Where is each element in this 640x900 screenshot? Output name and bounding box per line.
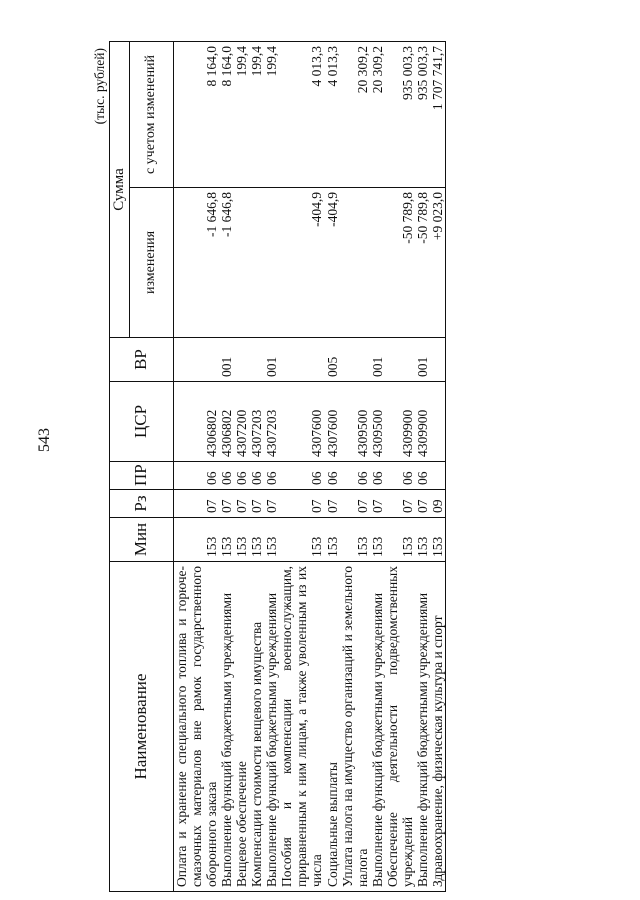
row-vr	[385, 338, 415, 382]
row-name: Здравоохранение, физическая культура и спорт	[430, 562, 446, 892]
header-change: изменения	[129, 188, 173, 338]
row-csr: 4309500	[370, 382, 385, 462]
row-name: Оплата и хранение специального топлива и горюче-смазочных материалов вне рамок государственного оборонного заказа	[173, 562, 219, 892]
row-name: Пособия и компенсации военнослужащим, приравненным к ним лицам, а также уволенным из их числа	[279, 562, 324, 892]
row-total: 199,4	[249, 41, 264, 187]
row-pr: 06	[249, 462, 264, 490]
row-rz: 07	[385, 490, 415, 518]
row-csr: 4307600	[279, 382, 324, 462]
row-min: 153	[279, 518, 324, 562]
row-change	[370, 188, 385, 338]
row-min: 153	[234, 518, 249, 562]
row-min: 153	[415, 518, 430, 562]
row-min: 153	[249, 518, 264, 562]
table-row	[415, 41, 430, 891]
table-row	[325, 41, 340, 891]
row-vr: 001	[264, 338, 279, 382]
row-csr: 4307200	[234, 382, 249, 462]
table-row	[430, 41, 446, 891]
row-vr	[430, 338, 446, 382]
row-rz: 07	[234, 490, 249, 518]
row-pr: 06	[279, 462, 324, 490]
table-row	[340, 41, 370, 891]
page-number: 543	[36, 428, 53, 452]
row-change	[234, 188, 249, 338]
row-pr: 06	[415, 462, 430, 490]
row-pr: 06	[219, 462, 234, 490]
row-csr: 4309900	[385, 382, 415, 462]
row-csr	[430, 382, 446, 462]
row-rz: 07	[370, 490, 385, 518]
row-vr: 001	[370, 338, 385, 382]
row-pr: 06	[385, 462, 415, 490]
row-change: +9 023,0	[430, 188, 446, 338]
table-row	[370, 41, 385, 891]
row-rz: 07	[340, 490, 370, 518]
table-row	[385, 41, 415, 891]
row-vr: 001	[415, 338, 430, 382]
row-name: Социальные выплаты	[325, 562, 340, 892]
row-total: 199,4	[234, 41, 249, 187]
row-change: -50 789,8	[385, 188, 415, 338]
table-body	[173, 41, 446, 891]
row-min: 153	[173, 518, 219, 562]
row-vr	[173, 338, 219, 382]
row-total: 4 013,3	[279, 41, 324, 187]
document-page	[90, 42, 630, 892]
row-rz: 07	[415, 490, 430, 518]
table-row	[264, 41, 279, 891]
header-sum: Сумма	[110, 41, 130, 337]
row-name: Компенсации стоимости вещевого имущества	[249, 562, 264, 892]
header-csr: ЦСР	[110, 382, 174, 462]
row-name: Выполнение функций бюджетными учреждениями	[264, 562, 279, 892]
row-total: 20 309,2	[370, 41, 385, 187]
row-name: Уплата налога на имущество организаций и земельного налога	[340, 562, 370, 892]
row-pr: 06	[264, 462, 279, 490]
table-row	[219, 41, 234, 891]
table-row	[234, 41, 249, 891]
row-name: Выполнение функций бюджетными учреждениями	[219, 562, 234, 892]
row-rz: 07	[325, 490, 340, 518]
row-vr: 005	[325, 338, 340, 382]
header-vr: ВР	[110, 338, 174, 382]
row-total: 935 003,3	[385, 41, 415, 187]
table-row	[249, 41, 264, 891]
row-rz: 07	[249, 490, 264, 518]
row-vr	[340, 338, 370, 382]
row-total: 8 164,0	[219, 41, 234, 187]
row-pr: 06	[340, 462, 370, 490]
row-csr: 4306802	[173, 382, 219, 462]
budget-table	[109, 41, 446, 892]
header-min: Мин	[110, 518, 174, 562]
row-name: Вещевое обеспечение	[234, 562, 249, 892]
row-csr: 4306802	[219, 382, 234, 462]
row-pr: 06	[234, 462, 249, 490]
row-change	[249, 188, 264, 338]
row-vr	[234, 338, 249, 382]
row-rz: 07	[264, 490, 279, 518]
row-name: Выполнение функций бюджетными учреждениями	[370, 562, 385, 892]
table-row	[173, 41, 219, 891]
table-row	[279, 41, 324, 891]
row-pr: 06	[325, 462, 340, 490]
row-pr: 06	[173, 462, 219, 490]
header-rz: Рз	[110, 490, 174, 518]
row-total: 4 013,3	[325, 41, 340, 187]
header-with-changes: с учетом изменений	[129, 41, 173, 187]
row-name: Выполнение функций бюджетными учреждениями	[415, 562, 430, 892]
row-vr	[249, 338, 264, 382]
row-pr: 06	[370, 462, 385, 490]
row-rz: 07	[279, 490, 324, 518]
row-change: -1 646,8	[219, 188, 234, 338]
row-change: -50 789,8	[415, 188, 430, 338]
row-csr: 4307203	[249, 382, 264, 462]
row-min: 153	[370, 518, 385, 562]
row-total: 8 164,0	[173, 41, 219, 187]
row-csr: 4309900	[415, 382, 430, 462]
row-csr: 4307600	[325, 382, 340, 462]
row-pr	[430, 462, 446, 490]
row-csr: 4307203	[264, 382, 279, 462]
row-min: 153	[340, 518, 370, 562]
row-min: 153	[264, 518, 279, 562]
row-min: 153	[325, 518, 340, 562]
row-min: 153	[219, 518, 234, 562]
row-min: 153	[385, 518, 415, 562]
row-rz: 09	[430, 490, 446, 518]
row-change	[340, 188, 370, 338]
row-vr	[279, 338, 324, 382]
units-label: (тыс. рублей)	[92, 48, 107, 125]
row-name: Обеспечение деятельности подведомственных учреждений	[385, 562, 415, 892]
row-vr: 001	[219, 338, 234, 382]
row-rz: 07	[173, 490, 219, 518]
row-change: -1 646,8	[173, 188, 219, 338]
row-min: 153	[430, 518, 446, 562]
header-pr: ПР	[110, 462, 174, 490]
row-rz: 07	[219, 490, 234, 518]
row-change: -404,9	[325, 188, 340, 338]
row-total: 199,4	[264, 41, 279, 187]
row-total: 935 003,3	[415, 41, 430, 187]
row-total: 1 707 741,7	[430, 41, 446, 187]
row-total: 20 309,2	[340, 41, 370, 187]
row-csr: 4309500	[340, 382, 370, 462]
row-change	[264, 188, 279, 338]
row-change: -404,9	[279, 188, 324, 338]
header-name: Наименование	[110, 562, 174, 892]
